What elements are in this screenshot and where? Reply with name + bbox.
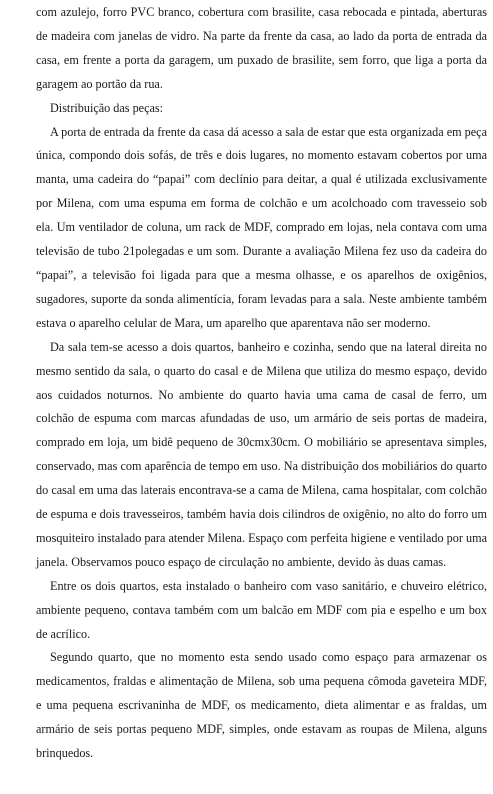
section-heading-rooms: Distribuição das peças: bbox=[50, 100, 164, 115]
paragraph-living-room: A porta de entrada da frente da casa dá acesso a sala de estar que esta organizada em peça única, compondo dois sofás, de três e dois lugares, no momento estavam cobertos por uma manta, uma cadeira do “papai” com declínio para deitar, a qual é utilizada exclusivamente por Milena, com uma espuma em forma de colchão e um acolchoado com travesseio sob ela. Um ventilador de coluna, um rack de MDF, comprado em lojas, nela contava com uma televisão de tubo 21polegadas e um som. Durante a avaliação Milena fez uso da cadeira do “papai”, a televisão foi ligada para que a mesma olhasse, e os aparelhos de oxigênios, sugadores, suporte da sonda alimentícia, foram levadas para a sala. Neste ambiente também estava o aparelho celular de Mara, um aparelho que aparentava não ser moderno. bbox=[36, 124, 487, 330]
paragraph-bedroom: Da sala tem-se acesso a dois quartos, banheiro e cozinha, sendo que na lateral direita no mesmo sentido da sala, o quarto do casal e de Milena que utiliza do mesmo espaço, devido aos cuidados noturnos. No ambiente do quarto havia uma cama de casal de ferro, um colchão de espuma com marcas afundadas de uso, um armário de seis portas de madeira, comprado em loja, um bidê pequeno de 30cmx30cm. O mobiliário se apresentava simples, conservado, mas com aparência de tempo em uso. Na distribuição dos mobiliários do quarto do casal em uma das laterais encontrava-se a cama de Milena, cama hospitalar, com colchão de espuma e dois travesseiros, também havia dois cilindros de oxigênio, no alto do forro um mosquiteiro instalado para atender Milena. Espaço com perfeita higiene e ventilado por uma janela. Observamos pouco espaço de circulação no ambiente, devido às duas camas. bbox=[36, 339, 487, 569]
paragraph-second-room: Segundo quarto, que no momento esta sendo usado como espaço para armazenar os medicamentos, fraldas e alimentação de Milena, sob uma pequena cômoda gaveteira MDF, e uma pequena escrivaninha de MDF, os medicamento, dieta alimentar e as fraldas, um armário de seis portas pequeno MDF, simples, onde estavam as roupas de Milena, alguns brinquedos. bbox=[36, 650, 487, 761]
paragraph-bathroom: Entre os dois quartos, esta instalado o banheiro com vaso sanitário, e chuveiro elétrico, ambiente pequeno, contava também com um balcão em MDF com pia e espelho e um box de acrílico. bbox=[36, 578, 487, 641]
paragraph-house-description: com azulejo, forro PVC branco, cobertura com brasilite, casa rebocada e pintada, aberturas de madeira com janelas de vidro. Na parte da frente da casa, ao lado da porta de entrada da casa, em frente a porta da garagem, um puxado de brasilite, sem forro, que liga a porta da garagem ao portão da rua. bbox=[36, 5, 487, 91]
